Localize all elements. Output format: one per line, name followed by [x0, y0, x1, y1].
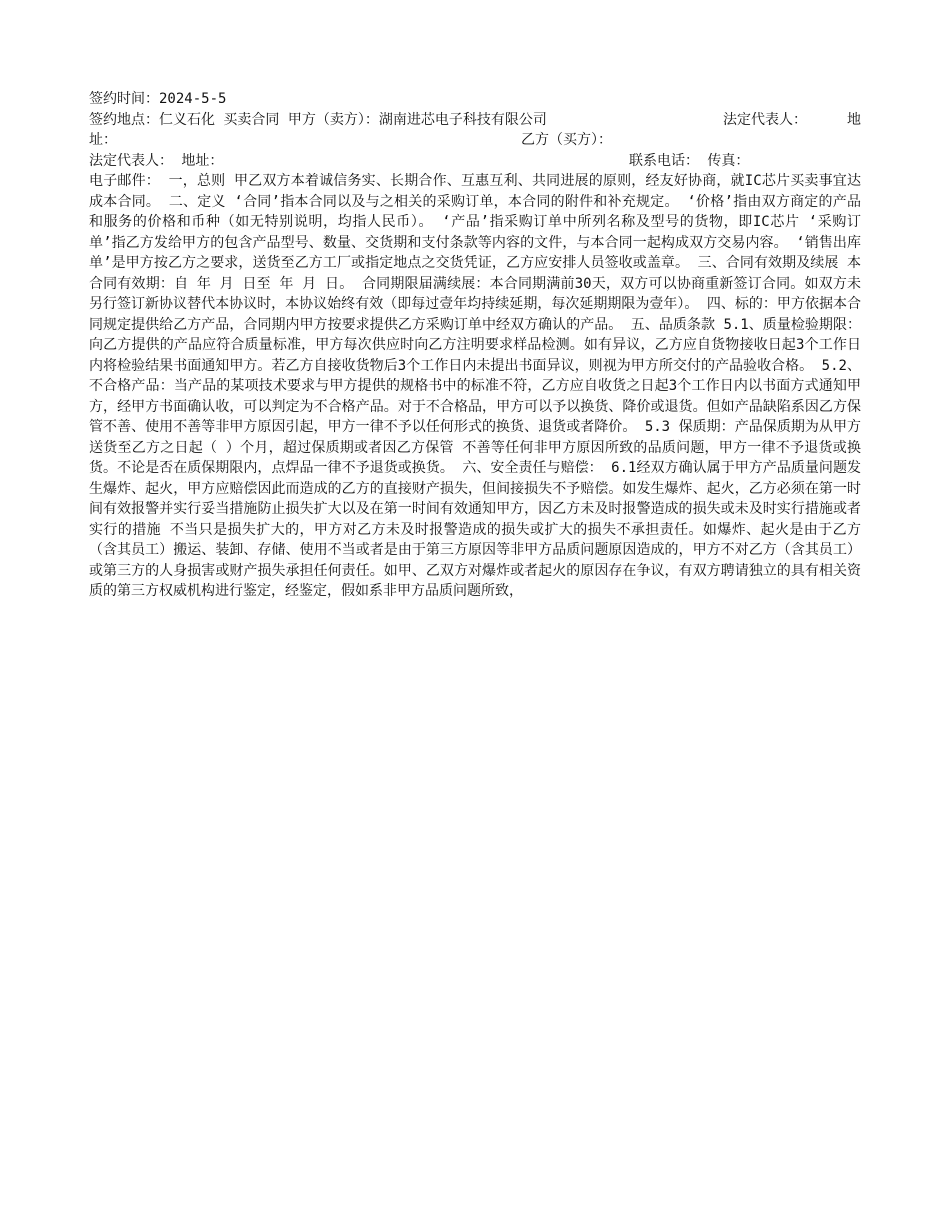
party-b-rep-address: 法定代表人： 地址：	[89, 152, 224, 169]
sign-location-row	[89, 110, 861, 131]
contract-body: 电子邮件： 一，总则 甲乙双方本着诚信务实、长期合作、互惠互利、共同进展的原则，经友好协商，就IC芯片买卖事宜达成本合同。 二、定义 ‘合同’指本合同以及与之相关的采购订单，本合同的附件和补充规定。 ‘价格’指由双方商定的产品和服务的价格和币种（如无特别说明，均指人民币）。 ‘产品’指采购订单中所列名称及型号的货物，即IC芯片 ‘采购订单’指乙方发给甲方的包含产品型号、数量、交货期和支付条款等内容的文件，与本合同一起构成双方交易内容。 ‘销售出库单’是甲方按乙方之要求，送货至乙方工厂或指定地点之交货凭证，乙方应安排人员签收或盖章。 三、合同有效期及续展 本合同有效期：自 年 月 日至 年 月 日。 合同期限届满续展：本合同期满前30天，双方可以协商重新签订合同。如双方未另行签订新协议替代本协议时，本协议始终有效（即每过壹年均持续延期，每次延期期限为壹年）。 四、标的：甲方依据本合同规定提供给乙方产品，合同期内甲方按要求提供乙方采购订单中经双方确认的产品。 五、品质条款 5.1、质量检验期限：向乙方提供的产品应符合质量标准，甲方每次供应时向乙方注明要求样品检测。如有异议，乙方应自货物接收日起3个工作日内将检验结果书面通知甲方。若乙方自接收货物后3个工作日内未提出书面异议，则视为甲方所交付的产品验收合格。 5.2、不合格产品：当产品的某项技术要求与甲方提供的规格书中的标准不符，乙方应自收货之日起3个工作日内以书面方式通知甲方，经甲方书面确认收，可以判定为不合格产品。对于不合格品，甲方可以予以换货、降价或退货。但如产品缺陷系因乙方保管不善、使用不善等非甲方原因引起，甲方一律不予以任何形式的换货、退货或者降价。 5.3 保质期：产品保质期为从甲方送货至乙方之日起（ ）个月，超过保质期或者因乙方保管 不善等任何非甲方原因所致的品质问题，甲方一律不予退货或换货。不论是否在质保期限内，点焊品一律不予退货或换货。 六、安全责任与赔偿： 6.1经双方确认属于甲方产品质量问题发生爆炸、起火，甲方应赔偿因此而造成的乙方的直接财产损失，但间接损失不予赔偿。如发生爆炸、起火，乙方必须在第一时间有效报警并实行妥当措施防止损失扩大以及在第一时间有效通知甲方，因乙方未及时报警造成的损失或未及时实行措施或者实行的措施 不当只是损失扩大的，甲方对乙方未及时报警造成的损失或扩大的损失不承担责任。如爆炸、起火是由于乙方（含其员工）搬运、装卸、存储、使用不当或者是由于第三方原因等非甲方品质问题原因造成的，甲方不对乙方（含其员工）或第三方的人身损害或财产损失承担任何责任。如甲、乙双方对爆炸或者起火的原因存在争议，有双方聘请独立的具有相关资质的第三方权威机构进行鉴定，经鉴定，假如系非甲方品质问题所致，	[89, 173, 861, 599]
party-a-rep-group	[723, 110, 861, 131]
party-a-legal-rep: 法定代表人：	[723, 111, 807, 128]
party-b-row	[89, 130, 861, 151]
party-b-label: 乙方（买方）：	[521, 132, 612, 148]
party-a-address-label: 地	[847, 111, 861, 128]
party-a-address-tail: 址：	[89, 132, 117, 148]
party-b-contact: 联系电话： 传真：	[629, 152, 750, 169]
sign-time: 签约时间：2024-5-5	[89, 91, 227, 107]
contract-page	[89, 89, 861, 602]
sign-location-party-a: 签约地点：仁义石化 买卖合同 甲方（卖方）：湖南进芯电子科技有限公司	[89, 111, 547, 128]
party-b-details-row	[89, 151, 861, 172]
